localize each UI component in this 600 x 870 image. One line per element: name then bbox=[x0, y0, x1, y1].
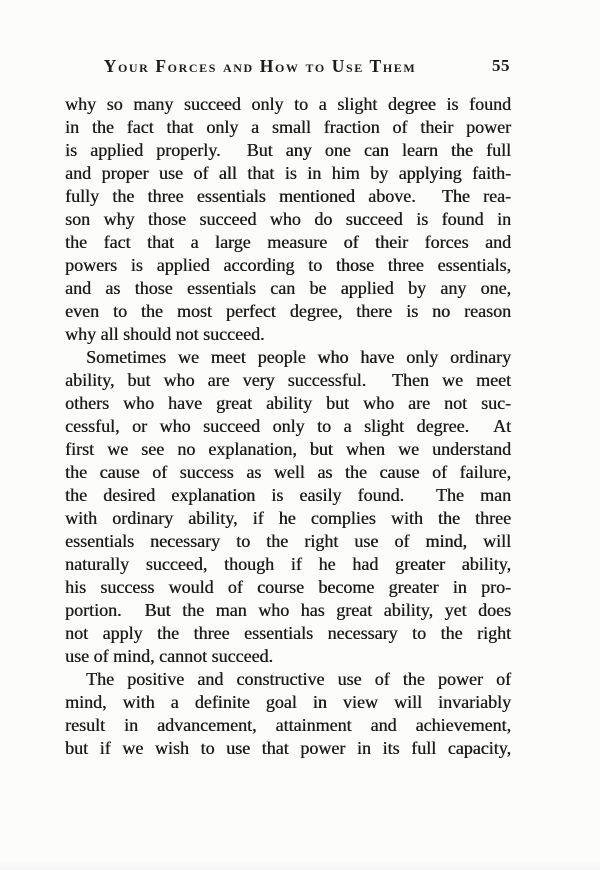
text-line: essentials necessary to the right use of mind, will bbox=[65, 531, 511, 551]
text-line: Sometimes we meet people who have only ordinary bbox=[86, 347, 511, 367]
paragraph bbox=[65, 346, 511, 668]
text-line: in the fact that only a small fraction of their power bbox=[65, 117, 511, 137]
text-line: naturally succeed, though if he had greater ability, bbox=[65, 554, 511, 574]
text-line: is applied properly. But any one can learn the full bbox=[65, 140, 511, 160]
text-line: why so many succeed only to a slight degree is found bbox=[65, 94, 511, 114]
text-line: and as those essentials can be applied by any one, bbox=[65, 278, 511, 298]
body-text bbox=[65, 93, 511, 760]
page-number: 55 bbox=[492, 56, 510, 75]
text-line: even to the most perfect degree, there is no reason bbox=[65, 301, 511, 321]
running-head bbox=[65, 56, 511, 78]
text-line: use of mind, cannot succeed. bbox=[65, 646, 273, 666]
text-line: with ordinary ability, if he complies with the three bbox=[65, 508, 511, 528]
text-line: cessful, or who succeed only to a slight degree. At bbox=[65, 416, 511, 436]
text-line: fully the three essentials mentioned above. The rea- bbox=[65, 186, 511, 206]
text-line: his success would of course become greater in pro- bbox=[65, 577, 511, 597]
text-line: not apply the three essentials necessary to the right bbox=[65, 623, 511, 643]
text-line: ability, but who are very successful. Then we meet bbox=[65, 370, 511, 390]
text-line: others who have great ability but who are not suc- bbox=[65, 393, 511, 413]
text-line: powers is applied according to those three essentials, bbox=[65, 255, 511, 275]
text-line: first we see no explanation, but when we understand bbox=[65, 439, 511, 459]
text-line: portion. But the man who has great ability, yet does bbox=[65, 600, 511, 620]
text-line: the fact that a large measure of their forces and bbox=[65, 232, 511, 252]
text-line: why all should not succeed. bbox=[65, 324, 265, 344]
text-line: the cause of success as well as the cause of failure, bbox=[65, 462, 511, 482]
paragraph bbox=[65, 668, 511, 760]
text-line: son why those succeed who do succeed is found in bbox=[65, 209, 511, 229]
text-block bbox=[65, 56, 511, 760]
text-line: and proper use of all that is in him by applying faith- bbox=[65, 163, 511, 183]
text-line: but if we wish to use that power in its full capacity, bbox=[65, 738, 511, 758]
paragraph bbox=[65, 93, 511, 346]
text-line: The positive and constructive use of the power of bbox=[86, 669, 511, 689]
text-line: mind, with a definite goal in view will invariably bbox=[65, 692, 511, 712]
text-line: result in advancement, attainment and achievement, bbox=[65, 715, 511, 735]
text-line: the desired explanation is easily found. The man bbox=[65, 485, 511, 505]
page-title: Your Forces and How to Use Them bbox=[103, 56, 417, 76]
